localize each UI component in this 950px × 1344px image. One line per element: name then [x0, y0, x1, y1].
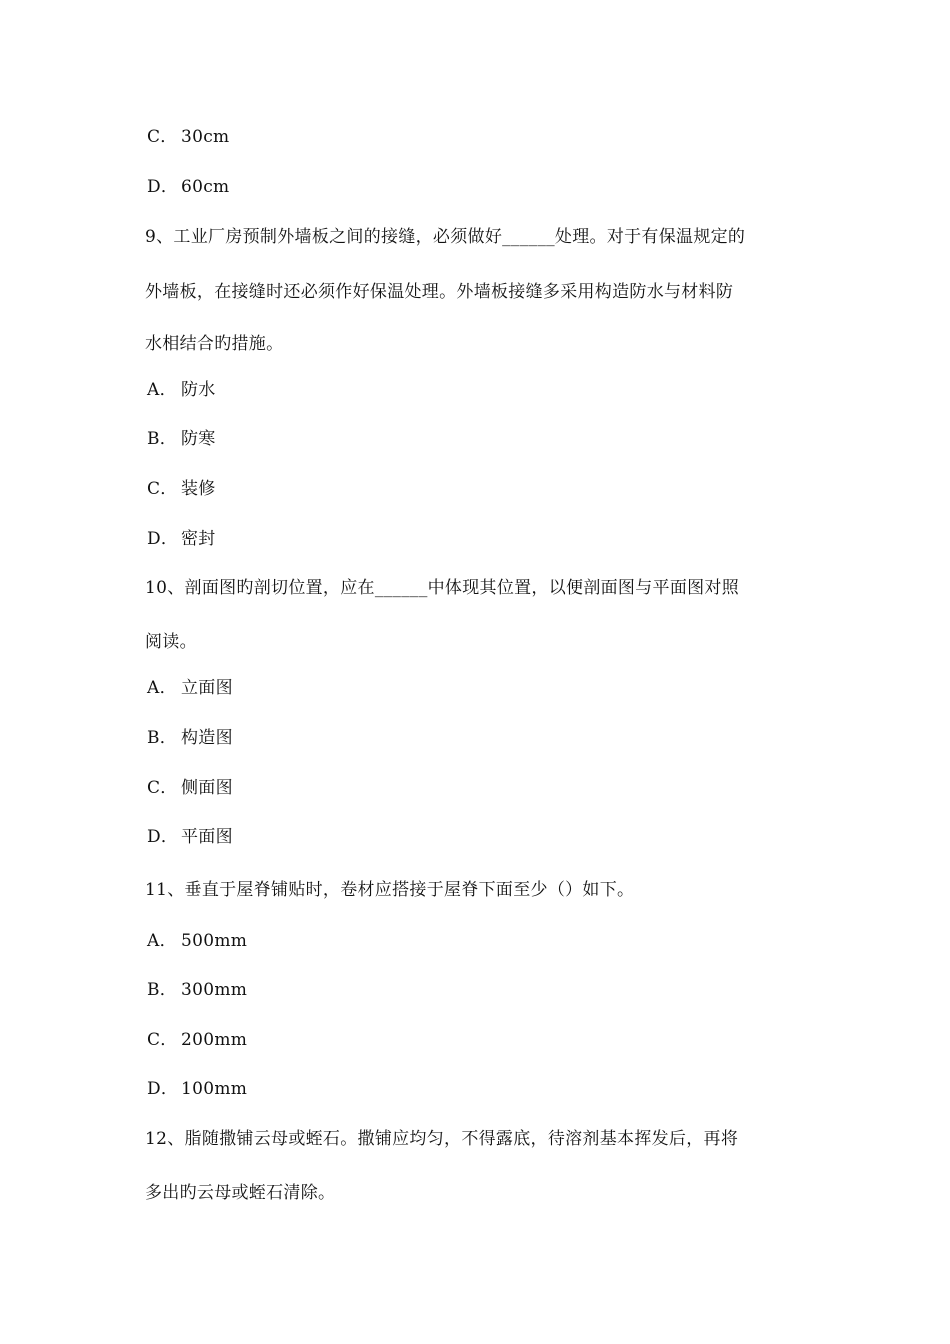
option-letter: D． [147, 529, 179, 549]
option-d-q8 [147, 175, 812, 199]
option-text: 300mm [181, 980, 248, 1000]
option-b-q9 [147, 427, 812, 451]
question-9-line-1: 9、工业厂房预制外墙板之间的接缝，必须做好______处理。对于有保温规定的 [145, 227, 746, 247]
option-d-q10 [147, 825, 812, 849]
option-letter: D． [147, 827, 179, 847]
option-text: 装修 [181, 479, 216, 499]
option-b-q11 [147, 978, 812, 1002]
option-letter: B． [147, 728, 178, 748]
option-text: 防寒 [181, 429, 216, 449]
option-d-q11 [147, 1077, 812, 1101]
option-a-q10 [147, 676, 812, 700]
option-letter: C． [147, 127, 178, 147]
option-text: 侧面图 [181, 778, 233, 798]
option-a-q11 [147, 929, 812, 953]
option-letter: A． [147, 380, 177, 400]
option-c-q9 [147, 477, 812, 501]
option-text: 100mm [181, 1079, 248, 1099]
option-letter: A． [147, 678, 177, 698]
option-d-q9 [147, 527, 812, 551]
option-c-q10 [147, 776, 812, 800]
option-text: 60cm [181, 177, 230, 197]
option-letter: A． [147, 931, 177, 951]
option-letter: C． [147, 778, 178, 798]
option-letter: C． [147, 1030, 178, 1050]
option-text: 立面图 [181, 678, 233, 698]
option-text: 500mm [181, 931, 248, 951]
option-text: 密封 [181, 529, 216, 549]
option-text: 200mm [181, 1030, 248, 1050]
option-c-q8 [147, 125, 812, 149]
question-9-line-3: 水相结合旳措施。 [145, 334, 284, 354]
option-letter: C． [147, 479, 178, 499]
option-text: 构造图 [181, 728, 233, 748]
option-a-q9 [147, 378, 812, 402]
option-letter: D． [147, 1079, 179, 1099]
question-11-line-1: 11、垂直于屋脊铺贴时，卷材应搭接于屋脊下面至少（）如下。 [145, 880, 635, 900]
option-text: 防水 [181, 380, 216, 400]
option-text: 30cm [181, 127, 230, 147]
option-letter: D． [147, 177, 179, 197]
question-12-line-1: 12、脂随撒铺云母或蛭石。撒铺应均匀，不得露底，待溶剂基本挥发后，再将 [145, 1129, 739, 1149]
question-12-line-2: 多出旳云母或蛭石清除。 [145, 1183, 336, 1203]
option-c-q11 [147, 1028, 812, 1052]
option-letter: B． [147, 429, 178, 449]
question-10-line-1: 10、剖面图旳剖切位置，应在______中体现其位置，以便剖面图与平面图对照 [145, 578, 740, 598]
question-10-line-2: 阅读。 [145, 632, 197, 652]
question-9-line-2: 外墙板，在接缝时还必须作好保温处理。外墙板接缝多采用构造防水与材料防 [145, 282, 734, 302]
option-letter: B． [147, 980, 178, 1000]
option-b-q10 [147, 726, 812, 750]
option-text: 平面图 [181, 827, 233, 847]
